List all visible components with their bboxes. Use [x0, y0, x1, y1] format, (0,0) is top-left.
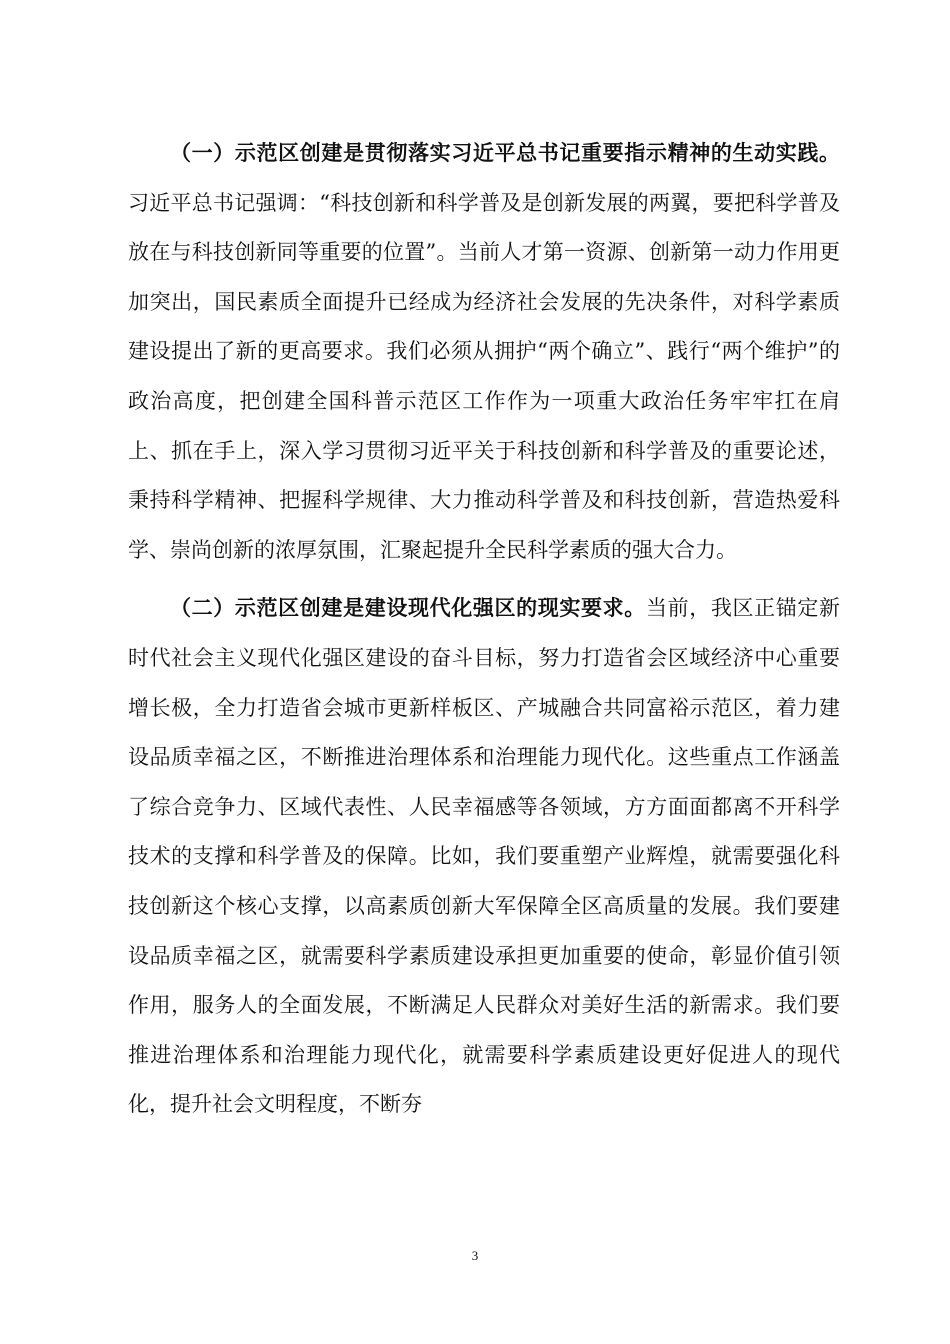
- paragraph-2: [128, 583, 840, 1130]
- paragraph-1-text: 习近平总书记强调：“科技创新和科学普及是创新发展的两翼，要把科学普及放在与科技创新同等重要的位置”。当前人才第一资源、创新第一动力作用更加突出，国民素质全面提升已经成为经济社会发展的先决条件，对科学素质建设提出了新的更高要求。我们必须从拥护“两个确立”、践行“两个维护”的政治高度，把创建全国科普示范区工作作为一项重大政治任务牢牢扛在肩上、抓在手上，深入学习贯彻习近平关于科技创新和科学普及的重要论述，秉持科学精神、把握科学规律、大力推动科学普及和科技创新，营造热爱科学、崇尚创新的浓厚氛围，汇聚起提升全民科学素质的强大合力。: [128, 190, 840, 562]
- page-number: 3: [471, 1248, 479, 1263]
- paragraph-1: [128, 128, 840, 575]
- paragraph-2-text: 当前，我区正锚定新时代社会主义现代化强区建设的奋斗目标，努力打造省会区域经济中心重要增长极，全力打造省会城市更新样板区、产城融合共同富裕示范区，着力建设品质幸福之区，不断推进治理体系和治理能力现代化。这些重点工作涵盖了综合竞争力、区域代表性、人民幸福感等各领域，方方面面都离不开科学技术的支撑和科学普及的保障。比如，我们要重塑产业辉煌，就需要强化科技创新这个核心支撑，以高素质创新大军保障全区高质量的发展。我们要建设品质幸福之区，就需要科学素质建设承担更加重要的使命，彰显价值引领作用，服务人的全面发展，不断满足人民群众对美好生活的新需求。我们要推进治理体系和治理能力现代化，就需要科学素质建设更好促进人的现代化，提升社会文明程度，不断夯: [128, 596, 841, 1117]
- document-body: [128, 128, 840, 1130]
- paragraph-2-heading: （二）示范区创建是建设现代化强区的现实要求。: [170, 595, 646, 621]
- paragraph-1-heading: （一）示范区创建是贯彻落实习近平总书记重要指示精神的生动实践。: [170, 140, 840, 165]
